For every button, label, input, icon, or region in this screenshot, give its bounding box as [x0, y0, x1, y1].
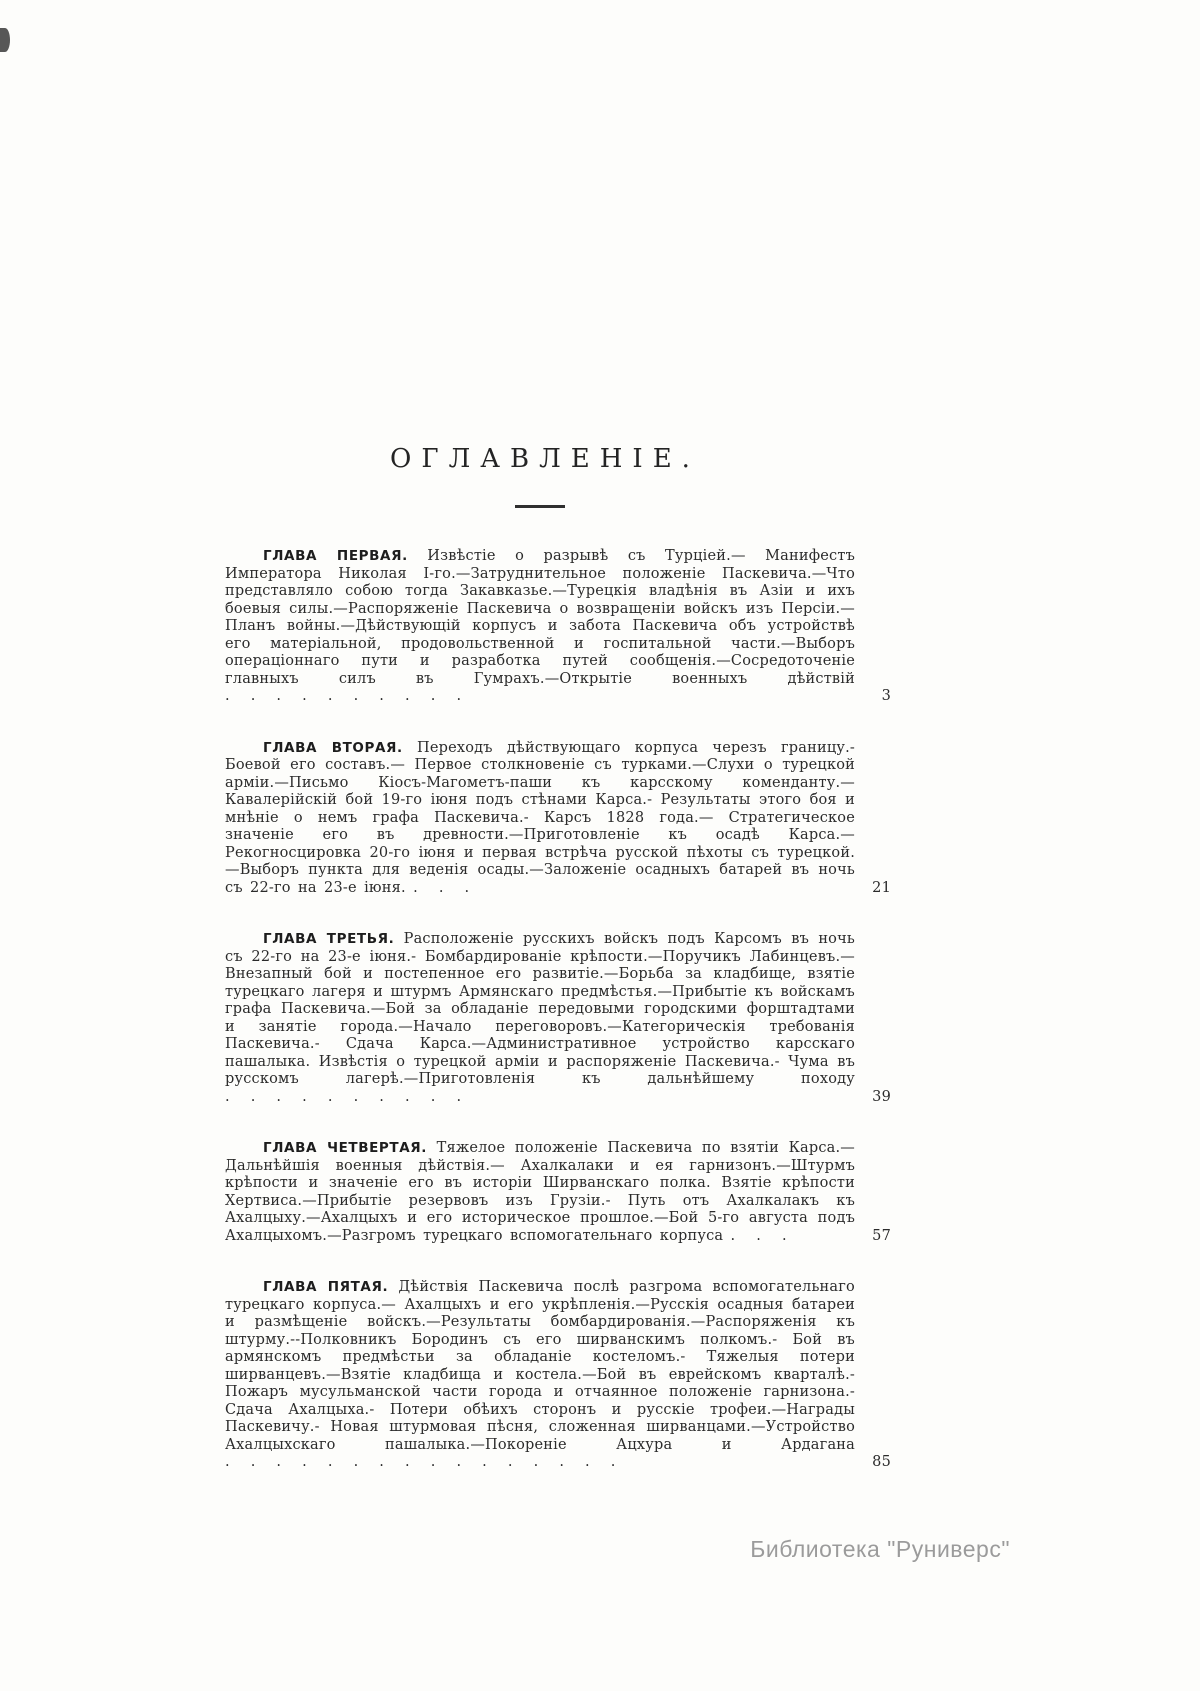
chapter-summary: Дѣйствія Паскевича послѣ разгрома вспомогательнаго турецкаго корпуса.— Ахалцыхъ и его укрѣпленія.—Русскія осадныя батареи и размѣщеніе войскъ.—Результаты бомбардированія.—Распоряженія къ штурму.--Полковникъ Бородинъ съ его ширванскимъ полкомъ.- Бой въ армянскомъ предмѣстьи за обладаніе костеломъ.- Тяжелыя потери ширванцевъ.—Взятіе кладбища и костела.—Бой въ еврейскомъ кварталѣ.- Пожаръ мусульманской части города и отчаянное положеніе гарнизона.- Сдача Ахалцыха.- Потери обѣихъ сторонъ и русскіе трофеи.—Награды Паскевичу.- Новая штурмовая пѣсня, сложенная ширванцами.—Устройство Ахалцыхскаго пашалыка.—Покореніе Ацхура и Ардагана	[225, 1279, 855, 1453]
entry-paragraph	[225, 1140, 855, 1245]
page-number: 39	[872, 1088, 891, 1105]
dot-leader: . . . . . . . . . .	[225, 1088, 469, 1105]
title-divider	[515, 505, 565, 508]
toc-entries	[225, 548, 891, 1472]
page-number: 85	[872, 1454, 891, 1470]
chapter-heading: ГЛАВА ТРЕТЬЯ.	[263, 931, 395, 947]
page-number: 21	[872, 879, 891, 896]
toc-entry	[225, 739, 891, 898]
entry-paragraph	[225, 548, 855, 706]
chapter-heading: ГЛАВА ПЯТАЯ.	[263, 1279, 389, 1295]
chapter-heading: ГЛАВА ВТОРАЯ.	[263, 739, 403, 756]
dot-leader: . . . . . . . . . .	[225, 688, 469, 704]
chapter-summary: Извѣстіе о разрывѣ съ Турціей.— Манифестъ Императора Николая I-го.—Затруднительное положеніе Паскевича.—Что представляло собою тогда Закавказье.—Турецкія владѣнія въ Азіи и ихъ боевыя силы.—Распоряженіе Паскевича о возвращеніи войскъ изъ Персіи.—Планъ войны.—Дѣйствующій корпусъ и забота Паскевича объ устройствѣ его матеріальной, продовольственной и госпитальной части.—Выборъ операціоннаго пути и разработка путей сообщенія.—Сосредоточеніе главныхъ силъ въ Гумрахъ.—Открытіе военныхъ дѣйствій	[225, 548, 855, 687]
dot-leader: . . . . . . . . . . . . . . . .	[225, 1454, 623, 1470]
chapter-summary: Тяжелое положеніе Паскевича по взятіи Карса.—Дальнѣйшія военныя дѣйствія.— Ахалкалаки и ея гарнизонъ.—Штурмъ крѣпости и значеніе его въ исторіи Ширванскаго полка. Взятіе крѣпости Хертвиса.—Прибытіе резервовъ изъ Грузіи.- Путь отъ Ахалкалакъ къ Ахалцыху.—Ахалцыхъ и его историческое прошлое.—Бой 5-го августа подъ Ахалцыхомъ.—Разгромъ турецкаго вспомогательнаго корпуса	[225, 1140, 855, 1244]
dot-leader: . . .	[413, 879, 477, 896]
toc-entry	[225, 1279, 891, 1472]
toc-entry	[225, 1140, 891, 1245]
page-title: ОГЛАВЛЕНІЕ.	[390, 444, 700, 474]
chapter-summary: Расположеніе русскихъ войскъ подъ Карсомъ въ ночь съ 22-го на 23-е іюня.- Бомбардированіе крѣпости.—Поручикъ Лабинцевъ.—Внезапный бой и постепенное его развитіе.—Борьба за кладбище, взятіе турецкаго лагеря и штурмъ Армянскаго предмѣстья.—Прибытіе къ войскамъ графа Паскевича.—Бой за обладаніе передовыми городскими форштадтами и занятіе города.—Начало переговоровъ.—Категорическія требованія Паскевича.- Сдача Карса.—Административное устройство карсскаго пашалыка. Извѣстія о турецкой арміи и распоряженіе Паскевича.- Чума въ русскомъ лагерѣ.—Приготовленія къ дальнѣйшему походу	[225, 931, 855, 1087]
entry-paragraph	[225, 1279, 855, 1472]
chapter-heading: ГЛАВА ПЕРВАЯ.	[263, 548, 408, 564]
chapter-heading: ГЛАВА ЧЕТВЕРТАЯ.	[263, 1140, 428, 1156]
entry-paragraph	[225, 740, 855, 898]
page-number: 57	[872, 1227, 891, 1244]
chapter-summary: Переходъ дѣйствующаго корпуса черезъ границу.- Боевой его составъ.— Первое столкновеніе съ турками.—Слухи о турецкой арміи.—Письмо Кіосъ-Магометъ-паши къ карсскому коменданту.—Кавалерійскій бой 19-го іюня подъ стѣнами Карса.- Результаты этого боя и мнѣніе о немъ графа Паскевича.- Карсъ 1828 года.— Стратегическое значеніе его въ древности.—Приготовленіе къ осадѣ Карса.—Рекогносцировка 20-го іюня и первая встрѣча русской пѣхоты съ турецкой.—Выборъ пункта для веденія осады.—Заложеніе осадныхъ батарей въ ночь съ 22-го на 23-е іюня.	[225, 739, 856, 896]
entry-paragraph	[225, 931, 855, 1106]
toc-entry	[225, 931, 891, 1106]
toc-content	[225, 443, 891, 1506]
page-number: 3	[881, 688, 891, 704]
dot-leader: . . .	[730, 1227, 794, 1244]
toc-entry	[225, 548, 891, 706]
watermark: Библиотека "Руниверс"	[750, 1536, 1010, 1562]
scan-artifact	[0, 28, 10, 52]
